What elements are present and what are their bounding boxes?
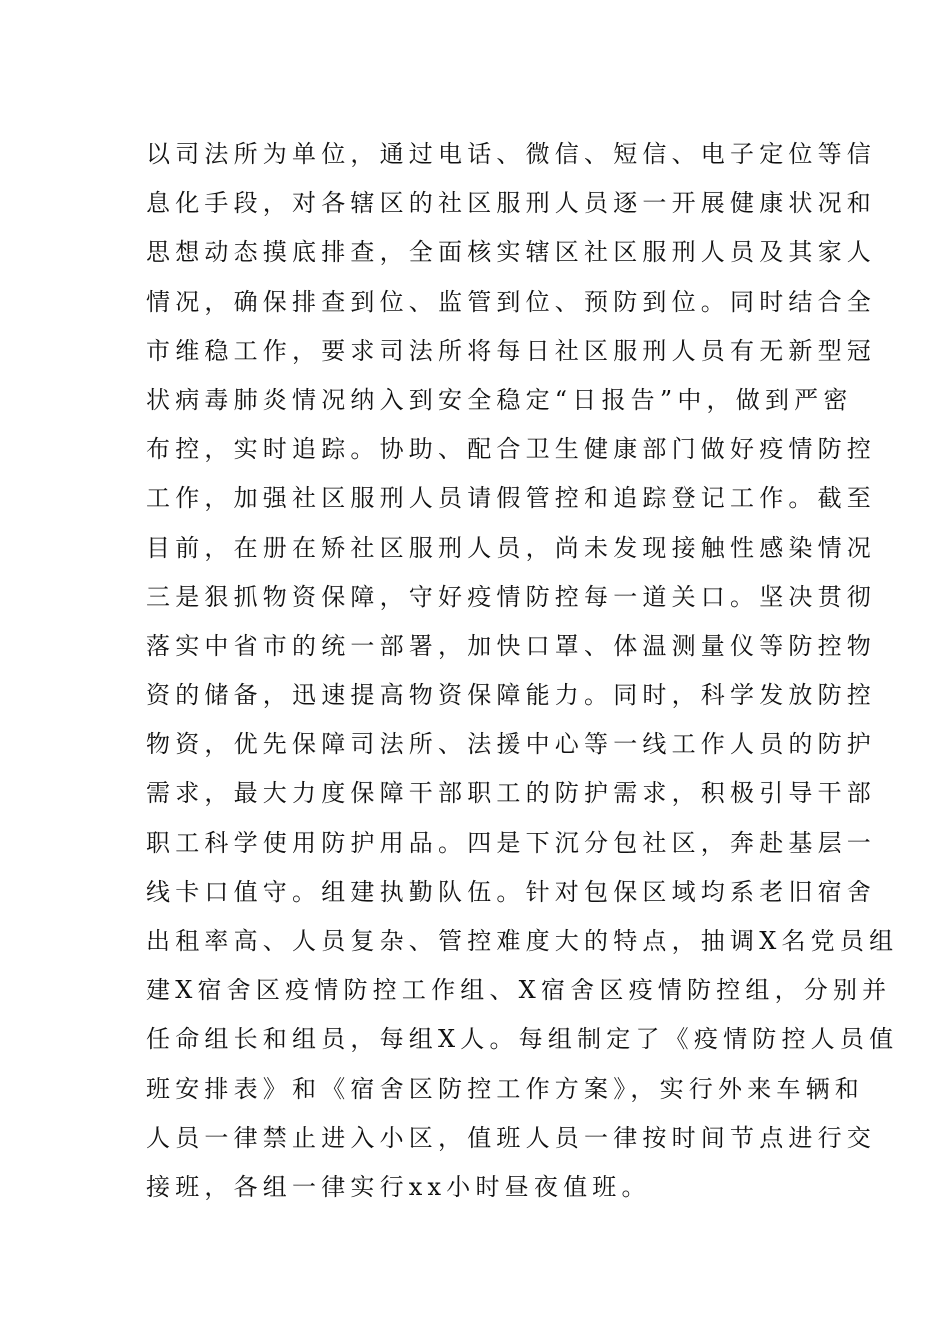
text-line: 思想动态摸底排查，全面核实辖区社区服刑人员及其家人 [146, 238, 876, 267]
text-line: 三是狠抓物资保障，守好疫情防控每一道关口。坚决贯彻 [146, 582, 876, 611]
text-line: 息化手段，对各辖区的社区服刑人员逐一开展健康状况和 [146, 189, 876, 218]
text-line: 目前，在册在矫社区服刑人员，尚未发现接触性感染情况 [146, 533, 876, 562]
text-line: 市维稳工作，要求司法所将每日社区服刑人员有无新型冠 [146, 336, 876, 365]
text-line: 情况，确保排查到位、监管到位、预防到位。同时结合全 [146, 287, 876, 316]
body-text [146, 130, 899, 1212]
text-line: 物资，优先保障司法所、法援中心等一线工作人员的防护 [146, 730, 876, 759]
text-line: 任命组长和组员，每组X人。每组制定了《疫情防控人员值 [146, 1025, 899, 1054]
text-line: 班安排表》和《宿舍区防控工作方案》，实行外来车辆和 [146, 1074, 864, 1103]
text-line: 线卡口值守。组建执勤队伍。针对包保区域均系老旧宿舍 [146, 877, 876, 906]
text-line: 以司法所为单位，通过电话、微信、短信、电子定位等信 [146, 140, 876, 168]
text-line: 职工科学使用防护用品。四是下沉分包社区，奔赴基层一 [146, 828, 876, 857]
text-line: 接班，各组一律实行xx小时昼夜值班。 [146, 1172, 651, 1201]
text-line: 出租率高、人员复杂、管控难度大的特点，抽调X名党员组 [146, 927, 899, 955]
text-line: 布控，实时追踪。协助、配合卫生健康部门做好疫情防控 [146, 435, 876, 464]
text-line: 落实中省市的统一部署，加快口罩、体温测量仪等防控物 [146, 631, 876, 660]
text-line: 人员一律禁止进入小区，值班人员一律按时间节点进行交 [146, 1123, 876, 1152]
text-line: 状病毒肺炎情况纳入到安全稳定“日报告”中，做到严密 [146, 385, 853, 414]
text-line: 工作，加强社区服刑人员请假管控和追踪登记工作。截至 [146, 484, 876, 513]
text-line: 建X宿舍区疫情防控工作组、X宿舍区疫情防控组，分别并 [146, 976, 892, 1005]
text-line: 需求，最大力度保障干部职工的防护需求，积极引导干部 [146, 779, 876, 808]
text-line: 资的储备，迅速提高物资保障能力。同时，科学发放防控 [146, 681, 876, 710]
